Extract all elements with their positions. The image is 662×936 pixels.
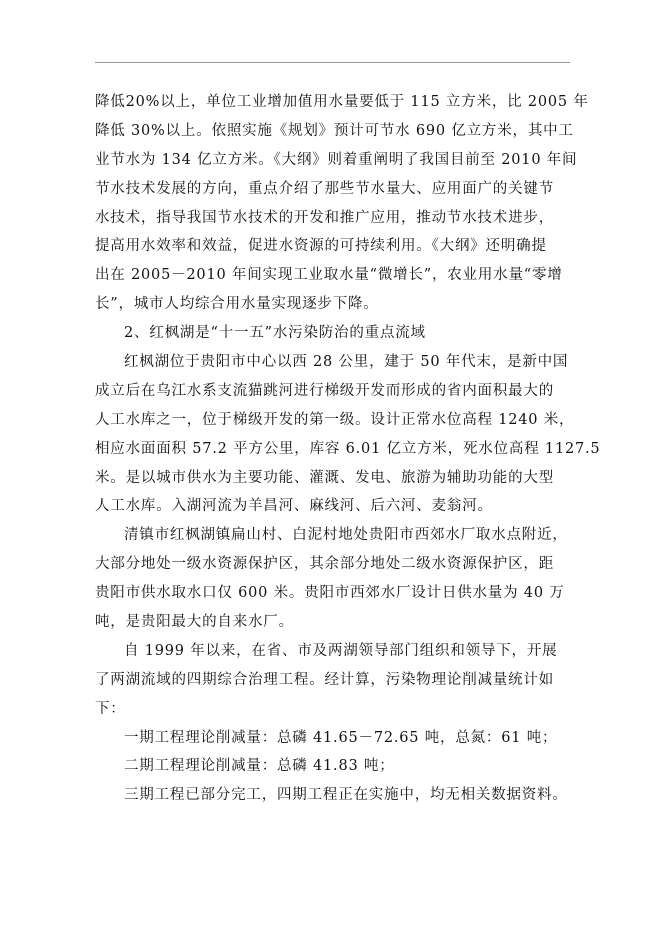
text-line: 了两湖流域的四期综合治理工程。经计算，污染物理论削减量统计如 [95, 671, 554, 688]
text-line: 贵阳市供水取水口仅 600 米。贵阳市西郊水厂设计日供水量为 40 万 [95, 585, 565, 602]
text-line: 人工水库。入湖河流为羊昌河、麻线河、后六河、麦翁河。 [95, 498, 493, 515]
text-line: 人工水库之一，位于梯级开发的第一级。设计正常水位高程 1240 米， [95, 411, 575, 428]
phase-two-reduction: 二期工程理论削减量：总磷 41.83 吨； [124, 758, 395, 775]
phase-one-reduction: 一期工程理论削减量：总磷 41.65－72.65 吨，总氮：61 吨； [124, 729, 558, 746]
document-body [95, 88, 601, 810]
phase-three-four-status: 三期工程已部分完工，四期工程正在实施中，均无相关数据资料。 [124, 787, 568, 804]
text-line: 吨，是贵阳最大的自来水厂。 [95, 614, 294, 631]
text-line: 长”，城市人均综合用水量实现逐步下降。 [95, 296, 379, 313]
text-line: 下： [95, 700, 126, 717]
text-line: 节水技术发展的方向，重点介绍了那些节水量大、应用面广的关键节 [95, 180, 554, 197]
text-line: 出在 2005－2010 年间实现工业取水量“微增长”，农业用水量“零增 [95, 267, 563, 284]
text-line: 相应水面面积 57.2 平方公里，库容 6.01 亿立方米，死水位高程 1127.5 [95, 440, 601, 457]
text-line: 水技术，指导我国节水技术的开发和推广应用，推动节水技术进步， [95, 209, 554, 226]
paragraph-water-saving-plan [95, 88, 589, 319]
paragraph-hongfeng-lake [95, 348, 601, 521]
text-line: 大部分地处一级水资源保护区，其余部分地处二级水资源保护区，距 [95, 556, 554, 573]
paragraph-governance-projects [95, 637, 585, 724]
text-line: 降低20%以上，单位工业增加值用水量要低于 115 立方米，比 2005 年 [95, 94, 589, 110]
text-line: 清镇市红枫湖镇扁山村、白泥村地处贵阳市西郊水厂取水点附近， [124, 527, 568, 544]
text-line: 提高用水效率和效益，促进水资源的可持续利用。《大纲》还明确提 [95, 238, 547, 255]
text-line: 业节水为 134 亿立方米。《大纲》则着重阐明了我国目前至 2010 年间 [95, 151, 578, 168]
section-heading: 2、红枫湖是“十一五”水污染防治的重点流域 [124, 325, 426, 342]
text-line: 红枫湖位于贵阳市中心以西 28 公里，建于 50 年代末，是新中国 [124, 354, 569, 371]
text-line: 成立后在乌江水系支流猫跳河进行梯级开发而形成的省内面积最大的 [95, 382, 554, 399]
text-line: 米。是以城市供水为主要功能、灌溉、发电、旅游为辅助功能的大型 [95, 469, 554, 486]
paragraph-qingzhen-villages [95, 521, 585, 637]
header-rule [95, 62, 570, 63]
text-line: 自 1999 年以来，在省、市及两湖领导部门组织和领导下，开展 [124, 642, 558, 659]
text-line: 降低 30%以上。依照实施《规划》预计可节水 690 亿立方米，其中工 [95, 122, 574, 139]
